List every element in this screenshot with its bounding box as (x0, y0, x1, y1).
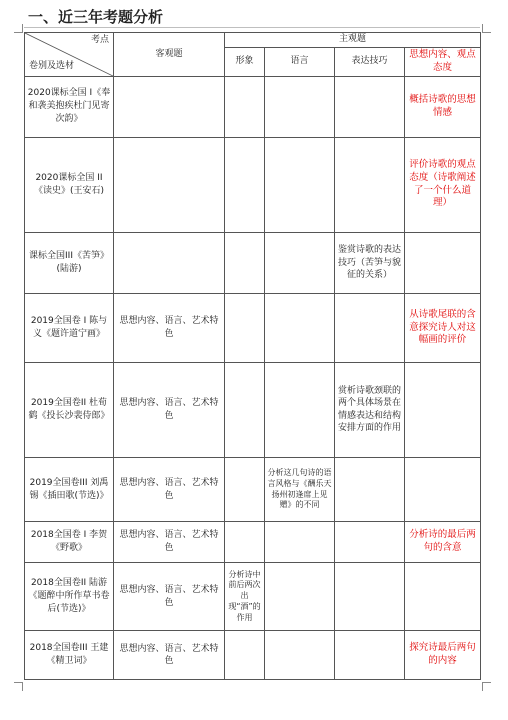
language-cell (265, 294, 335, 363)
language-cell (265, 631, 335, 680)
image-cell (225, 232, 265, 294)
table-row (25, 362, 481, 457)
technique-cell: 赏析诗歌颈联的两个具体场景在情感表达和结构安排方面的作用 (335, 362, 405, 457)
header-corner (25, 33, 114, 77)
technique-cell (335, 522, 405, 562)
technique-cell (335, 77, 405, 138)
exam-cell: 课标全国III《苦笋》(陆游) (25, 232, 114, 294)
thought-cell: 分析诗的最后两句的含意 (405, 522, 481, 562)
exam-cell: 2019全国卷 I 陈与义《题许道宁画》 (25, 294, 114, 363)
thought-cell (405, 562, 481, 631)
table-row (25, 232, 481, 294)
technique-cell (335, 457, 405, 522)
image-cell (225, 77, 265, 138)
technique-cell (335, 562, 405, 631)
table-row (25, 457, 481, 522)
image-cell (225, 294, 265, 363)
thought-cell (405, 232, 481, 294)
exam-cell: 2020课标全国 I《奉和袭美抱疾杜门见寄次韵》 (25, 77, 114, 138)
corner-mark (482, 682, 491, 691)
objective-cell: 思想内容、语言、艺术特色 (114, 562, 225, 631)
corner-bottom-label: 卷别及选材 (29, 61, 75, 72)
header-subjective: 主观题 (225, 33, 481, 48)
objective-cell: 思想内容、语言、艺术特色 (114, 294, 225, 363)
objective-cell (114, 77, 225, 138)
thought-cell: 概括诗歌的思想情感 (405, 77, 481, 138)
title-underline (24, 27, 480, 28)
objective-cell (114, 137, 225, 232)
language-cell (265, 77, 335, 138)
language-cell (265, 137, 335, 232)
header-language: 语言 (265, 48, 335, 77)
header-objective: 客观题 (114, 33, 225, 77)
exam-cell: 2018全国卷 I 李贺《野歌》 (25, 522, 114, 562)
section-title: 一、近三年考题分析 (28, 8, 164, 26)
exam-analysis-table (24, 32, 481, 680)
technique-cell (335, 631, 405, 680)
table-row (25, 137, 481, 232)
language-cell (265, 232, 335, 294)
corner-mark (482, 24, 491, 33)
thought-cell (405, 362, 481, 457)
image-cell (225, 522, 265, 562)
exam-cell: 2018全国卷III 王建《精卫词》 (25, 631, 114, 680)
thought-cell: 评价诗歌的观点态度（诗歌阐述了一个什么道理） (405, 137, 481, 232)
exam-cell: 2019全国卷II 杜荀鹤《投长沙裴侍郎》 (25, 362, 114, 457)
image-cell (225, 457, 265, 522)
language-cell: 分析这几句诗的语言风格与《酬乐天扬州初逢席上见赠》的不同 (265, 457, 335, 522)
image-cell: 分析诗中前后两次出现“酒”的作用 (225, 562, 265, 631)
objective-cell: 思想内容、语言、艺术特色 (114, 362, 225, 457)
table-row (25, 562, 481, 631)
technique-cell (335, 137, 405, 232)
header-image: 形象 (225, 48, 265, 77)
language-cell (265, 362, 335, 457)
table-row (25, 522, 481, 562)
exam-cell: 2018全国卷II 陆游《题醉中所作草书卷后(节选)》 (25, 562, 114, 631)
corner-mark (14, 24, 23, 33)
table-row (25, 294, 481, 363)
table-row (25, 77, 481, 138)
objective-cell: 思想内容、语言、艺术特色 (114, 522, 225, 562)
technique-cell: 鉴赏诗歌的表达技巧（苦笋与貌征的关系） (335, 232, 405, 294)
thought-cell (405, 457, 481, 522)
language-cell (265, 562, 335, 631)
objective-cell: 思想内容、语言、艺术特色 (114, 631, 225, 680)
corner-top-label: 考点 (90, 35, 109, 45)
thought-cell: 从诗歌尾联的含意探究诗人对这幅画的评价 (405, 294, 481, 363)
image-cell (225, 137, 265, 232)
technique-cell (335, 294, 405, 363)
table-row (25, 631, 481, 680)
thought-cell: 探究诗最后两句的内容 (405, 631, 481, 680)
image-cell (225, 631, 265, 680)
corner-mark (14, 682, 23, 691)
image-cell (225, 362, 265, 457)
objective-cell: 思想内容、语言、艺术特色 (114, 457, 225, 522)
objective-cell (114, 232, 225, 294)
exam-cell: 2019全国卷III 刘禹锡《插田歌(节选)》 (25, 457, 114, 522)
header-thought: 思想内容、观点态度 (405, 48, 481, 77)
language-cell (265, 522, 335, 562)
exam-cell: 2020课标全国 II《读史》(王安石) (25, 137, 114, 232)
header-technique: 表达技巧 (335, 48, 405, 77)
